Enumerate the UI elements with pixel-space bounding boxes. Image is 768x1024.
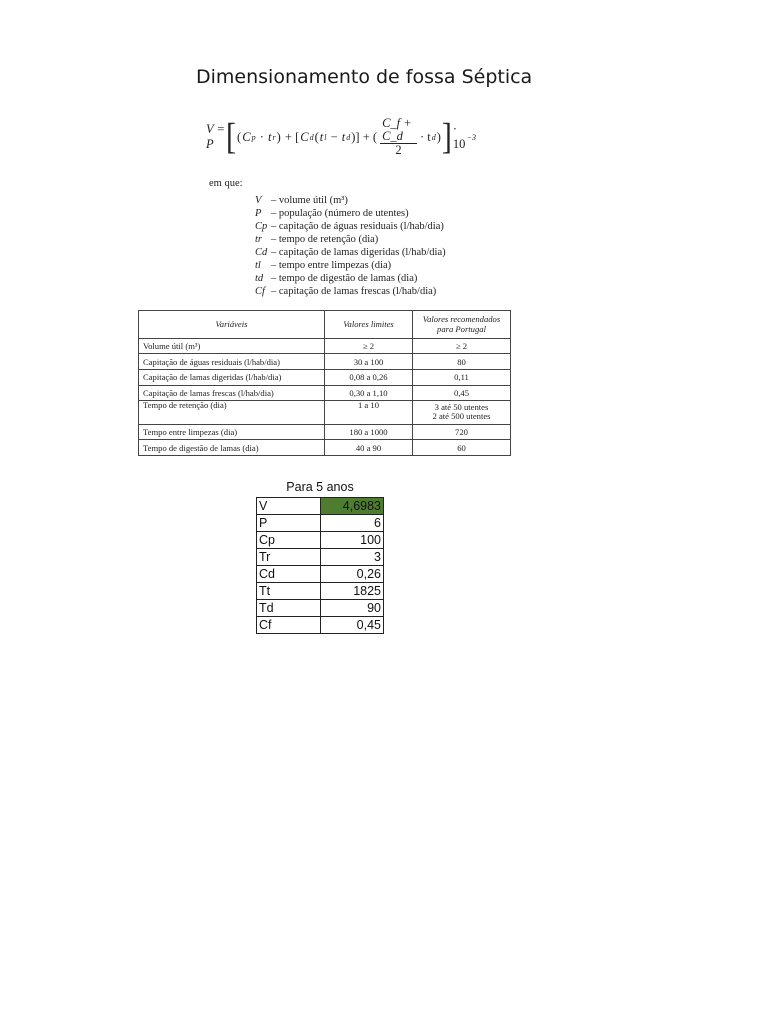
header-valores-recomendados: Valores recomendados para Portugal (413, 311, 511, 339)
table-row: Cd 0,26 (257, 566, 384, 583)
formula-td: t (341, 129, 346, 144)
table-row: Tempo de digestão de lamas (dia) 40 a 90 60 (139, 440, 511, 456)
formula-tr-sub: r (272, 132, 276, 142)
formula-cp: C (242, 129, 251, 144)
reference-table (138, 310, 511, 456)
table-row: Td 90 (257, 600, 384, 617)
volume-formula: V = P [ ( C p · t r ) + [ C d ( t l − t d )] + ( $\frac{C\_f + C\_d}{2}$ · t d ) ] · 10 −3 (206, 115, 476, 157)
formula-tr: t (267, 129, 272, 144)
table-row: Cp 100 (257, 532, 384, 549)
table-row: Tempo entre limpezas (dia) 180 a 1000 720 (139, 424, 511, 440)
table-row: Tempo de retenção (dia) 1 a 10 3 até 50 utentes 2 até 500 utentes (139, 401, 511, 425)
header-valores-limites: Valores limites (325, 311, 413, 339)
legend-item: tl – tempo entre limpezas (dia) (255, 260, 392, 271)
retention-recommended-cell: 3 até 50 utentes 2 até 500 utentes (413, 401, 511, 425)
table-row: Volume útil (m³) ≥ 2 ≥ 2 (139, 338, 511, 354)
legend-item: P – população (número de utentes) (255, 208, 409, 219)
table-row: V 4,6983 (257, 498, 384, 515)
formula-fraction (380, 117, 417, 157)
formula-tl-sub: l (324, 132, 327, 142)
formula-tl: t (319, 129, 324, 144)
calc-table (256, 497, 384, 634)
table-row: Tt 1825 (257, 583, 384, 600)
table-row: Capitação de águas residuais (l/hab/dia) 30 a 100 80 (139, 354, 511, 370)
header-variaveis: Variáveis (139, 311, 325, 339)
legend-item: Cd – capitação de lamas digeridas (l/hab/dia) (255, 247, 446, 258)
formula-legend (206, 178, 476, 296)
formula-exponent: −3 (466, 132, 476, 142)
table-row: Capitação de lamas frescas (l/hab/dia) 0,30 a 1,10 0,45 (139, 385, 511, 401)
legend-lead: em que: (209, 178, 243, 189)
legend-item: Cf – capitação de lamas frescas (l/hab/dia) (255, 286, 437, 297)
formula-factor: · 10 (452, 122, 466, 151)
formula-frac-num: C_f + C_d (380, 117, 417, 144)
legend-item: V – volume útil (m³) (255, 195, 348, 206)
table-header-row (139, 311, 511, 339)
formula-td-sub: d (346, 132, 351, 142)
document-title: Dimensionamento de fossa Séptica (196, 66, 533, 88)
calc-table-caption: Para 5 anos (286, 480, 354, 494)
table-row: Cf 0,45 (257, 617, 384, 634)
formula-cd-sub: d (309, 132, 314, 142)
legend-item: tr – tempo de retenção (dia) (255, 234, 379, 245)
formula-lhs: V = P (206, 122, 225, 151)
legend-item: Cp – capitação de águas residuais (l/hab/dia) (255, 221, 444, 232)
formula-cp-sub: p (251, 132, 256, 142)
formula-frac-den: 2 (395, 143, 402, 157)
formula-cd: C (300, 129, 309, 144)
table-row: Tr 3 (257, 549, 384, 566)
table-row: P 6 (257, 515, 384, 532)
table-row: Capitação de lamas digeridas (l/hab/dia) 0,08 a 0,26 0,11 (139, 370, 511, 386)
legend-item: td – tempo de digestão de lamas (dia) (255, 273, 418, 284)
result-cell: 4,6983 (321, 498, 384, 515)
